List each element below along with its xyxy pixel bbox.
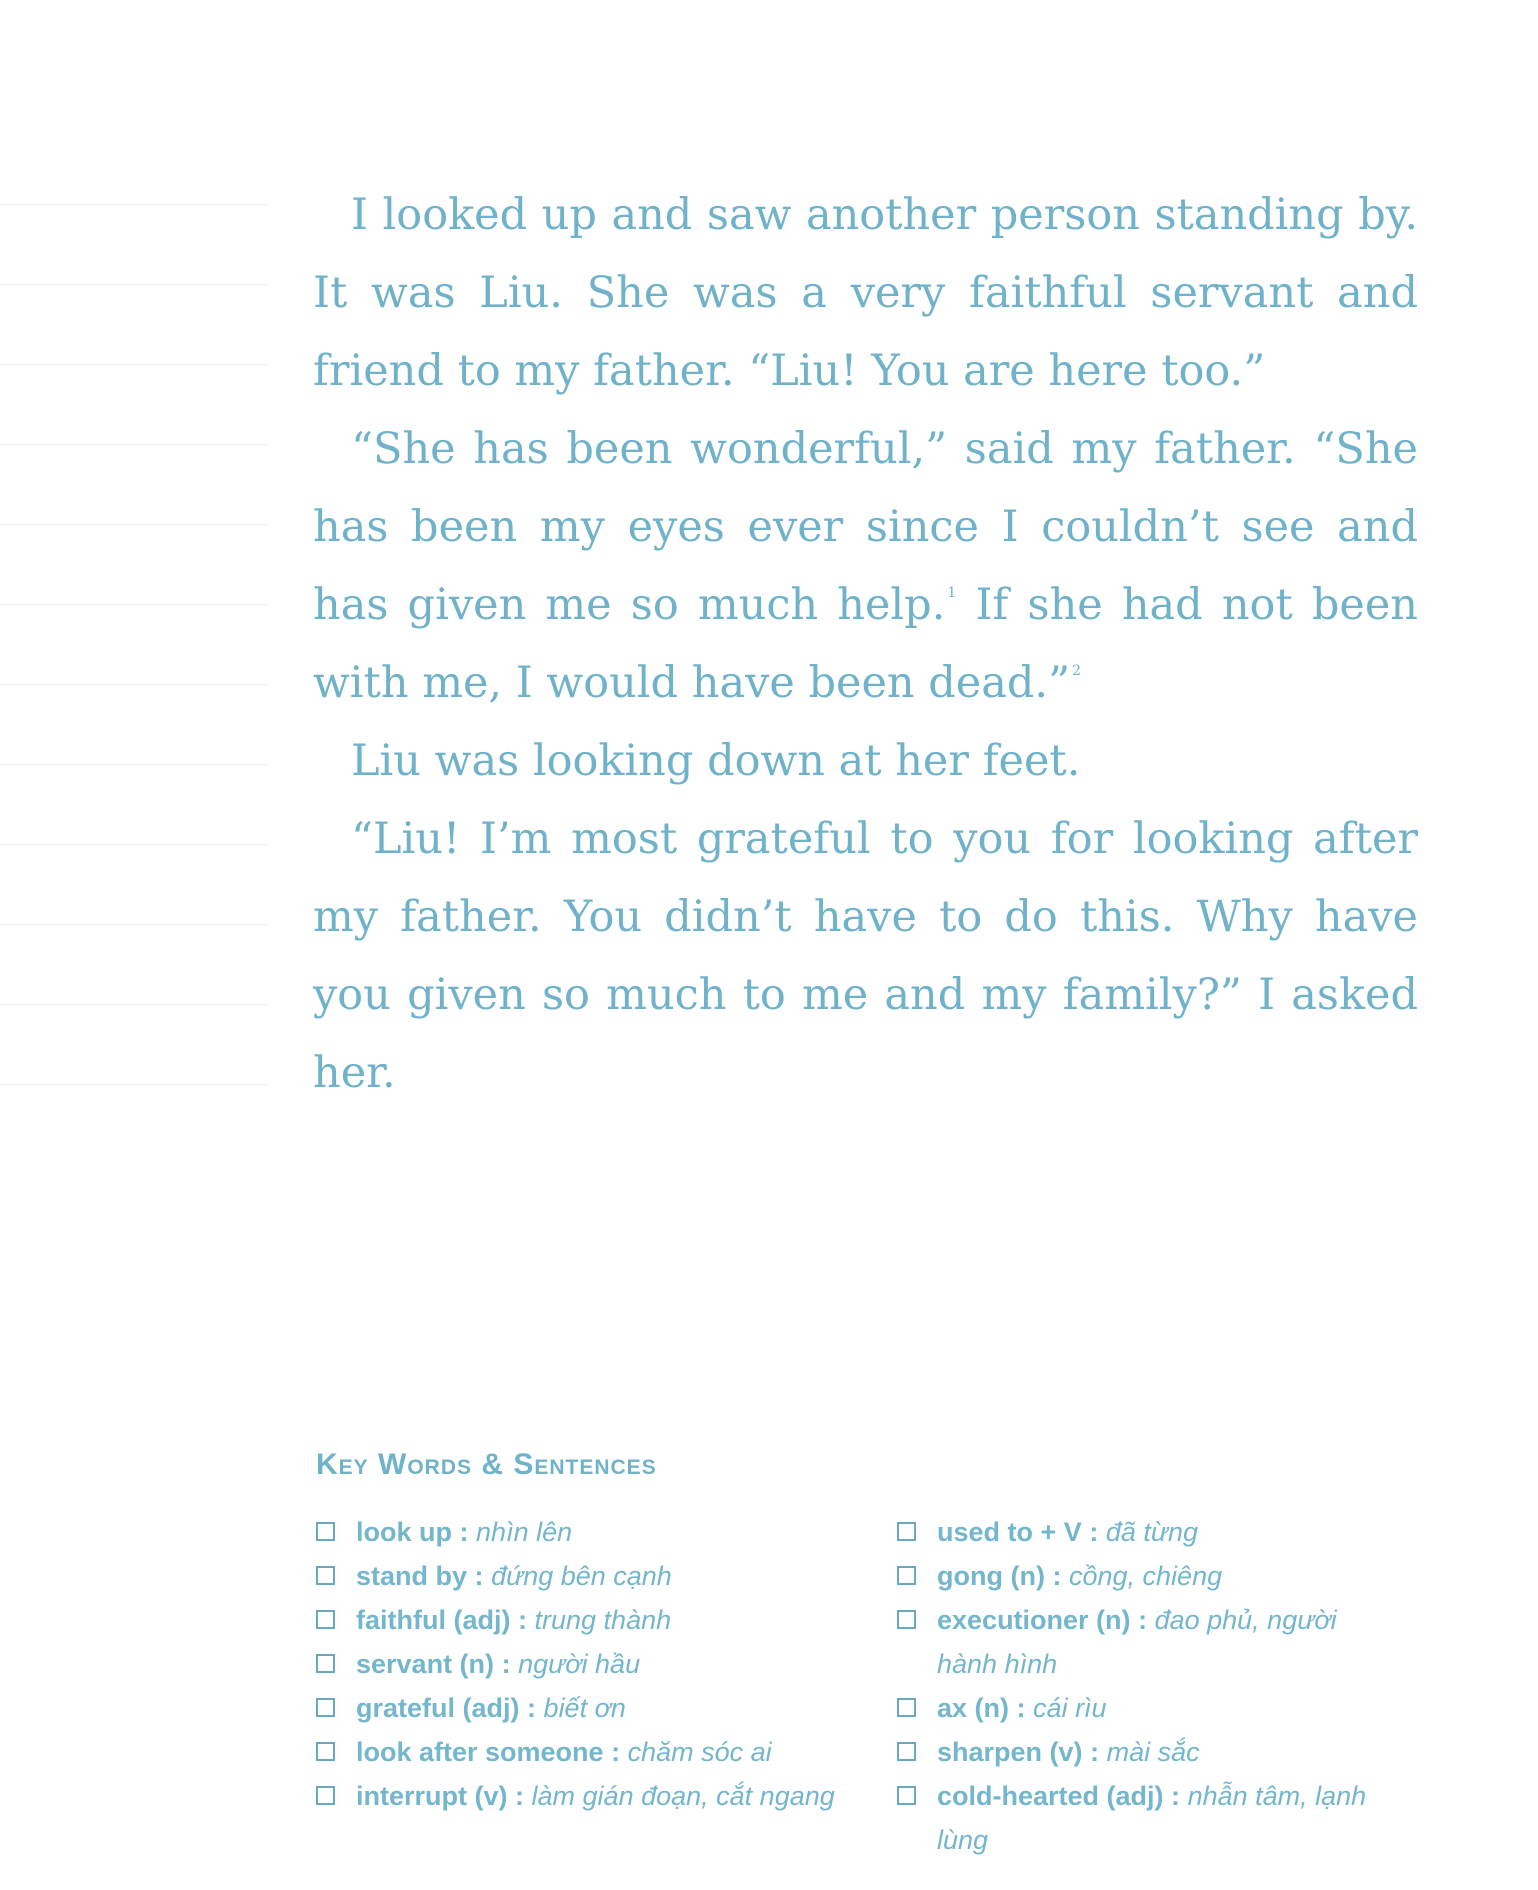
key-word-separator: :	[501, 1649, 511, 1679]
key-word-separator: :	[1089, 1517, 1099, 1547]
checkbox[interactable]	[316, 1610, 335, 1629]
key-word-item	[316, 1642, 836, 1686]
key-word-definition: cồng, chiêng	[1068, 1561, 1223, 1591]
key-word-term: servant (n)	[356, 1649, 495, 1679]
story-paragraph-text: If she had not been with me, I would have been dead.”	[313, 580, 1418, 708]
key-word-definition: nhẫn tâm, lạnh lùng	[937, 1781, 1367, 1855]
story-paragraph: Liu was looking down at her feet.	[351, 736, 1081, 786]
key-word-separator: :	[1052, 1561, 1062, 1591]
key-word-definition: nhìn lên	[476, 1517, 573, 1547]
margin-rule	[0, 284, 268, 285]
key-word-separator: :	[459, 1517, 469, 1547]
key-word-definition: trung thành	[534, 1605, 672, 1635]
key-words-heading: Key Words & Sentences	[316, 1448, 657, 1481]
key-word-term: ax (n)	[937, 1693, 1010, 1723]
checkbox[interactable]	[316, 1654, 335, 1673]
checkbox[interactable]	[316, 1522, 335, 1541]
key-word-separator: :	[474, 1561, 484, 1591]
story-paragraph-text: “She has been wonderful,” said my father. “She has been my eyes ever since I couldn’t see and has given me so much help.	[313, 424, 1418, 630]
key-word-item	[316, 1686, 836, 1730]
key-word-item	[897, 1598, 1377, 1686]
footnote-marker: 1	[947, 585, 957, 601]
story-paragraph: “Liu! I’m most grateful to you for looking after my father. You didn’t have to do this. Why have you given so much to me and my family?” I asked her.	[313, 814, 1418, 1098]
margin-rule	[0, 844, 268, 845]
key-word-definition: mài sắc	[1106, 1737, 1200, 1767]
checkbox[interactable]	[316, 1742, 335, 1761]
key-word-definition: biết ơn	[543, 1693, 626, 1723]
story-paragraph	[313, 410, 1418, 722]
key-word-item	[897, 1686, 1377, 1730]
key-word-item	[897, 1730, 1377, 1774]
checkbox[interactable]	[897, 1742, 916, 1761]
checkbox[interactable]	[316, 1698, 335, 1717]
checkbox[interactable]	[897, 1566, 916, 1585]
key-word-term: stand by	[356, 1561, 468, 1591]
key-word-separator: :	[518, 1605, 527, 1635]
margin-rule	[0, 604, 268, 605]
checkbox[interactable]	[897, 1698, 916, 1717]
key-word-item	[316, 1554, 836, 1598]
margin-rule	[0, 444, 268, 445]
key-word-term: look after someone	[356, 1737, 604, 1767]
key-word-separator: :	[1171, 1781, 1181, 1811]
checkbox[interactable]	[897, 1522, 916, 1541]
margin-rule	[0, 1084, 268, 1085]
margin-rule	[0, 364, 268, 365]
key-word-term: look up	[356, 1517, 452, 1547]
key-word-definition: đao phủ, người hành hình	[937, 1605, 1337, 1679]
key-word-item	[316, 1774, 836, 1818]
key-word-item	[316, 1730, 836, 1774]
footnote-marker: 2	[1072, 663, 1081, 679]
key-word-definition: người hầu	[518, 1649, 641, 1679]
key-words-left-column	[316, 1510, 836, 1818]
key-word-separator: :	[515, 1781, 525, 1811]
key-word-definition: chăm sóc ai	[627, 1737, 772, 1767]
checkbox[interactable]	[897, 1610, 916, 1629]
key-word-separator: :	[1090, 1737, 1100, 1767]
key-word-term: gong (n)	[937, 1561, 1045, 1591]
margin-rule	[0, 1004, 268, 1005]
checkbox[interactable]	[897, 1786, 916, 1805]
key-word-separator: :	[527, 1693, 537, 1723]
margin-rule	[0, 524, 268, 525]
key-word-term: faithful (adj)	[356, 1605, 511, 1635]
story-paragraph: I looked up and saw another person standing by. It was Liu. She was a very faithful servant and friend to my father. “Liu! You are here too.”	[313, 190, 1418, 396]
margin-rule	[0, 764, 268, 765]
key-word-definition: đã từng	[1105, 1517, 1199, 1547]
checkbox[interactable]	[316, 1566, 335, 1585]
key-word-separator: :	[611, 1737, 621, 1767]
key-word-item	[897, 1774, 1377, 1862]
key-word-term: sharpen (v)	[937, 1737, 1083, 1767]
key-word-item	[897, 1510, 1377, 1554]
key-word-definition: đứng bên cạnh	[491, 1561, 672, 1591]
key-word-definition: cái rìu	[1033, 1693, 1107, 1723]
margin-rule	[0, 924, 268, 925]
key-word-item	[316, 1510, 836, 1554]
key-word-separator: :	[1016, 1693, 1026, 1723]
key-word-term: used to + V	[937, 1517, 1082, 1547]
key-word-term: executioner (n)	[937, 1605, 1131, 1635]
story-text	[313, 176, 1418, 1112]
key-word-definition: làm gián đoạn, cắt ngang	[531, 1781, 835, 1811]
margin-rule	[0, 684, 268, 685]
key-word-term: interrupt (v)	[356, 1781, 508, 1811]
checkbox[interactable]	[316, 1786, 335, 1805]
key-words-right-column	[897, 1510, 1377, 1862]
key-word-term: grateful (adj)	[356, 1693, 520, 1723]
key-word-item	[316, 1598, 836, 1642]
key-word-separator: :	[1138, 1605, 1148, 1635]
margin-rule	[0, 204, 268, 205]
key-word-term: cold-hearted (adj)	[937, 1781, 1164, 1811]
key-word-item	[897, 1554, 1377, 1598]
